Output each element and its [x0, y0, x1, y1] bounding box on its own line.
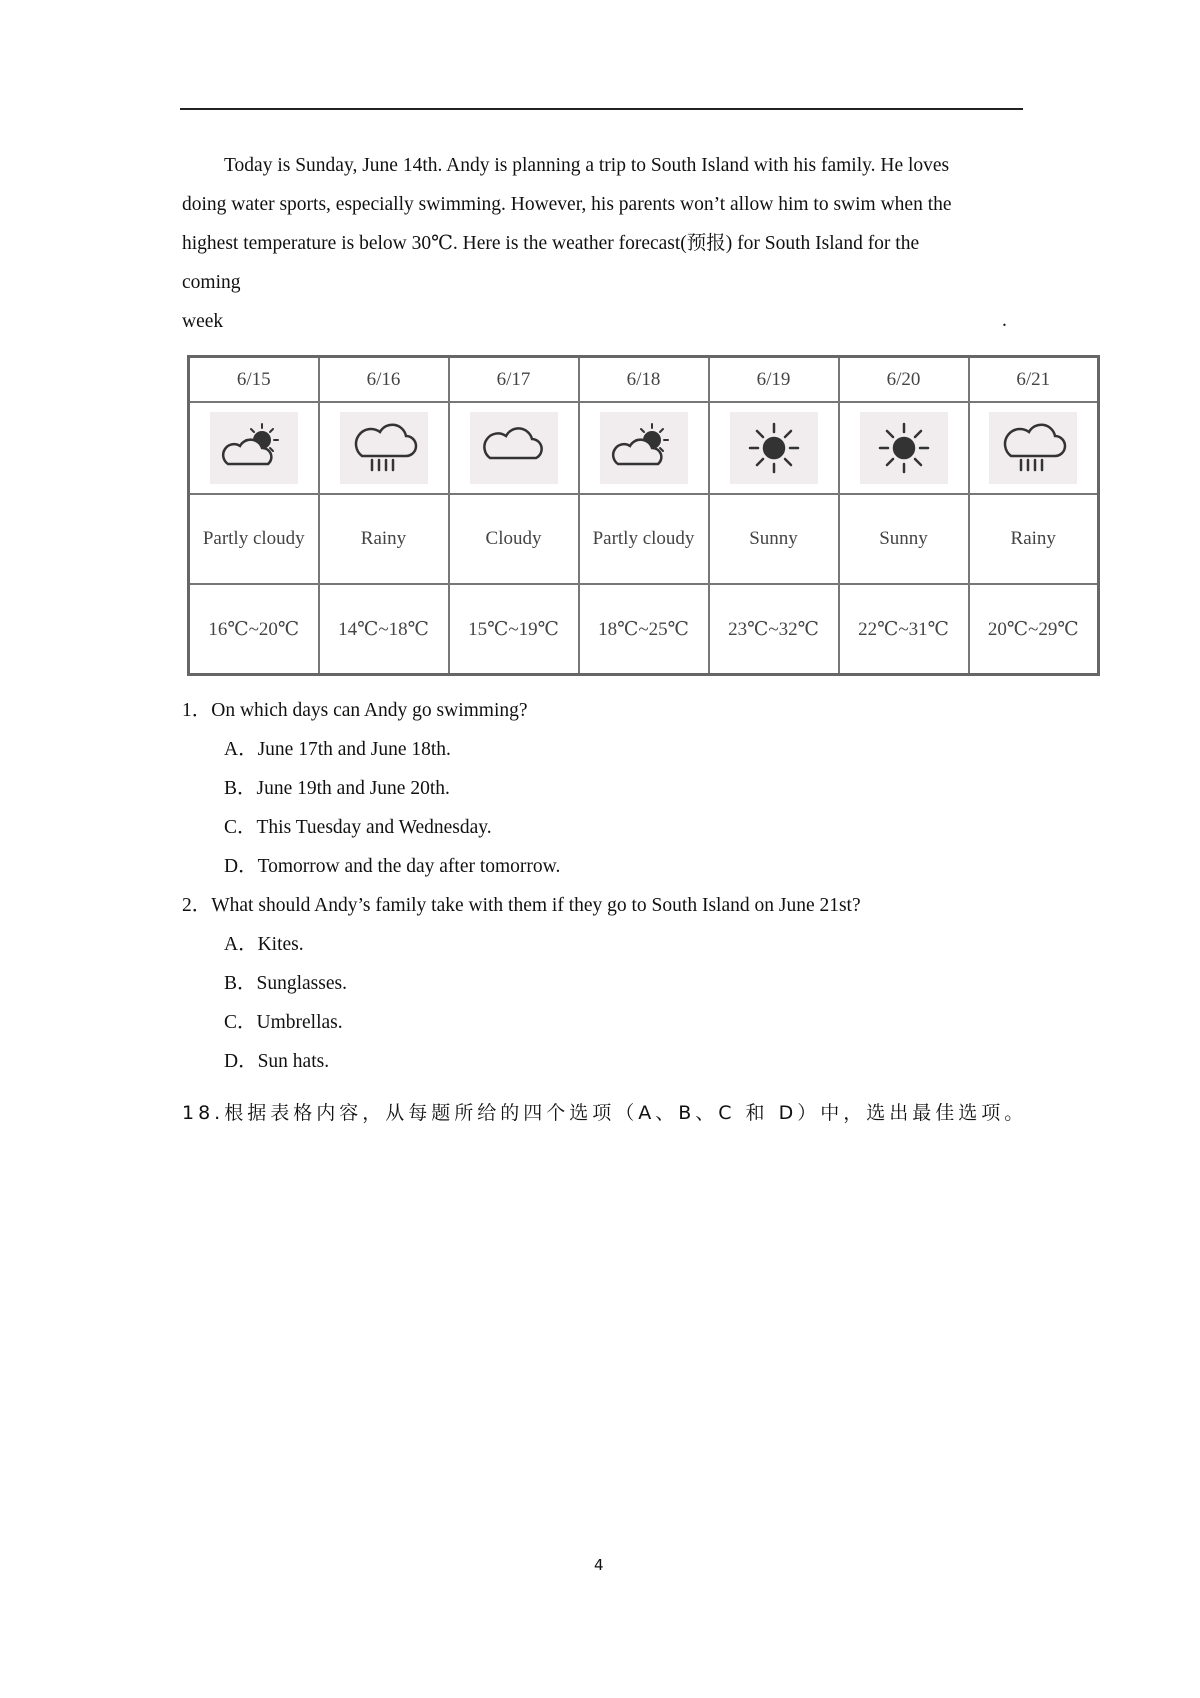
forecast-condition: Rainy [319, 494, 449, 584]
forecast-date: 6/21 [969, 357, 1099, 403]
partly-cloudy-icon [600, 412, 688, 484]
passage-line-5: week [182, 311, 224, 332]
forecast-condition: Rainy [969, 494, 1099, 584]
forecast-icons-row [189, 402, 1099, 494]
sun-icon [860, 412, 948, 484]
forecast-dates-row [189, 357, 1099, 403]
partly-cloudy-icon [210, 412, 298, 484]
forecast-date: 6/19 [709, 357, 839, 403]
page-number: 4 [594, 1556, 604, 1574]
question-2-stem: 2．What should Andy’s family take with them if they go to South Island on June 21st? [182, 895, 861, 916]
forecast-temp: 23℃~32℃ [709, 584, 839, 675]
question-1-stem: 1．On which days can Andy go swimming? [182, 700, 528, 721]
forecast-temp: 14℃~18℃ [319, 584, 449, 675]
question-2-option-d[interactable]: D．Sun hats. [224, 1051, 330, 1072]
forecast-temps-row [189, 584, 1099, 675]
forecast-date: 6/18 [579, 357, 709, 403]
forecast-temp: 22℃~31℃ [839, 584, 969, 675]
passage-line-5-period: . [1002, 310, 1007, 331]
sun-icon [730, 412, 818, 484]
rain-cloud-icon [989, 412, 1077, 484]
question-2-option-a[interactable]: A．Kites. [224, 934, 304, 955]
forecast-temp: 16℃~20℃ [189, 584, 319, 675]
cloud-icon [470, 412, 558, 484]
passage-line-4: coming [182, 272, 241, 293]
forecast-temp: 15℃~19℃ [449, 584, 579, 675]
passage-line-3: highest temperature is below 30℃. Here is the weather forecast(预报) for South Island for the [182, 233, 920, 254]
forecast-date: 6/20 [839, 357, 969, 403]
section-18-instruction: 18.根据表格内容，从每题所给的四个选项（A、B、C 和 D）中，选出最佳选项。 [182, 1102, 1028, 1124]
forecast-condition: Sunny [709, 494, 839, 584]
forecast-conditions-row [189, 494, 1099, 584]
question-1-option-a[interactable]: A．June 17th and June 18th. [224, 739, 451, 760]
forecast-temp: 18℃~25℃ [579, 584, 709, 675]
question-1-option-b[interactable]: B．June 19th and June 20th. [224, 778, 450, 799]
forecast-date: 6/15 [189, 357, 319, 403]
forecast-date: 6/16 [319, 357, 449, 403]
rain-cloud-icon [340, 412, 428, 484]
forecast-temp: 20℃~29℃ [969, 584, 1099, 675]
forecast-condition: Cloudy [449, 494, 579, 584]
forecast-condition: Sunny [839, 494, 969, 584]
forecast-condition: Partly cloudy [579, 494, 709, 584]
question-1-option-c[interactable]: C．This Tuesday and Wednesday. [224, 817, 492, 838]
forecast-condition: Partly cloudy [189, 494, 319, 584]
forecast-date: 6/17 [449, 357, 579, 403]
weather-forecast-table [187, 355, 1100, 676]
header-rule [180, 108, 1023, 110]
passage-line-1: Today is Sunday, June 14th. Andy is planning a trip to South Island with his family. He loves [224, 155, 950, 176]
passage-line-2: doing water sports, especially swimming. However, his parents won’t allow him to swim when the [182, 194, 952, 215]
question-1-option-d[interactable]: D．Tomorrow and the day after tomorrow. [224, 856, 561, 877]
question-2-option-b[interactable]: B．Sunglasses. [224, 973, 347, 994]
question-2-option-c[interactable]: C．Umbrellas. [224, 1012, 343, 1033]
